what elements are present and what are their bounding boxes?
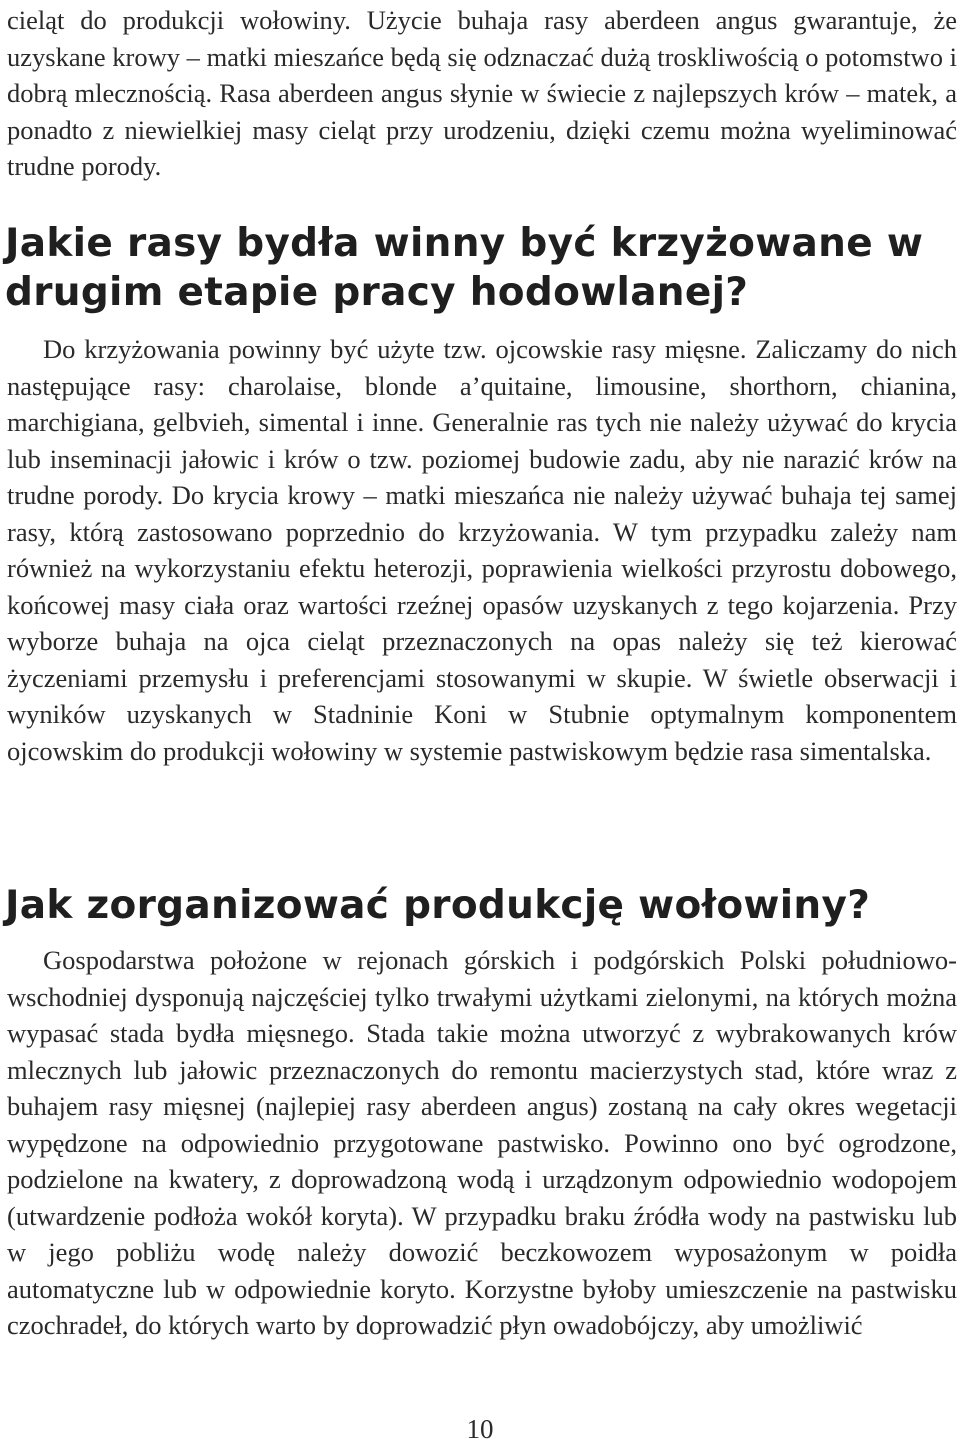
section-heading-beef-production: Jak zorganizować produkcję wołowiny?: [5, 883, 871, 928]
intro-paragraph: cieląt do produkcji wołowiny. Użycie buhaja rasy aberdeen angus gwarantuje, że uzyskane krowy – matki mieszańce będą się odznaczać dużą troskliwością o potomstwo i dobrą mlecznością. Rasa aberdeen angus słynie w świecie z najlepszych krów – matek, a ponadto z niewielkiej masy cieląt przy urodzeniu, dzięki czemu można wyeliminować trudne porody.: [7, 5, 957, 181]
section-heading-crossbreeding: Jakie rasy bydła winny być krzyżowane w drugim etapie pracy hodowlanej?: [5, 221, 924, 315]
beef-production-paragraph: Gospodarstwa położone w rejonach górskich i podgórskich Polski południowo-wschodniej dysponują najczęściej tylko trwałymi użytkami zielonymi, na których można wypasać stada bydła mięsnego. Stada takie można utworzyć z wybrakowanych krów mlecznych lub jałowic przeznaczonych do remontu macierzystych stad, które wraz z buhajem rasy mięsnej (najlepiej rasy aberdeen angus) zostaną na cały okres wegetacji wypędzone na odpowiednio przygotowane pastwisko. Powinno ono być ogrodzone, podzielone na kwatery, z doprowadzoną wodą i urządzonym odpowiednio wodopojem (utwardzenie podłoża wokół koryta). W przypadku braku źródła wody na pastwisku lub w jego pobliżu wodę należy dowozić beczkowozem wyposażonym w poidła automatyczne lub w odpowiednie koryto. Korzystne byłoby umieszczenie na pastwisku czochradeł, do których warto by doprowadzić płyn owadobójczy, aby umożliwić: [7, 945, 957, 1340]
crossbreeding-paragraph: Do krzyżowania powinny być użyte tzw. ojcowskie rasy mięsne. Zaliczamy do nich następujące rasy: charolaise, blonde a’quitaine, limousine, shorthorn, chianina, marchigiana, gelbvieh, simental i inne. Generalnie ras tych nie należy używać do krycia lub inseminacji jałowic i krów o tzw. poziomej budowie zadu, aby nie narazić krów na trudne porody. Do krycia krowy – matki mieszańca nie należy używać buhaja tej samej rasy, którą zastosowano poprzednio do krzyżowania. W tym przypadku zależy nam również na wykorzystaniu efektu heterozji, poprawienia wielkości przyrostu dobowego, końcowej masy ciała oraz wartości rzeźnej opasów uzyskanych z tego kojarzenia. Przy wyborze buhaja na ojca cieląt przeznaczonych na opas należy się też kierować życzeniami przemysłu i preferencjami stosowanymi w skupie. W świetle obserwacji i wyników uzyskanych w Stadninie Koni w Stubnie optymalnym komponentem ojcowskim do produkcji wołowiny w systemie pastwiskowym będzie rasa simentalska.: [7, 334, 957, 766]
page-number: 10: [466, 1414, 494, 1444]
